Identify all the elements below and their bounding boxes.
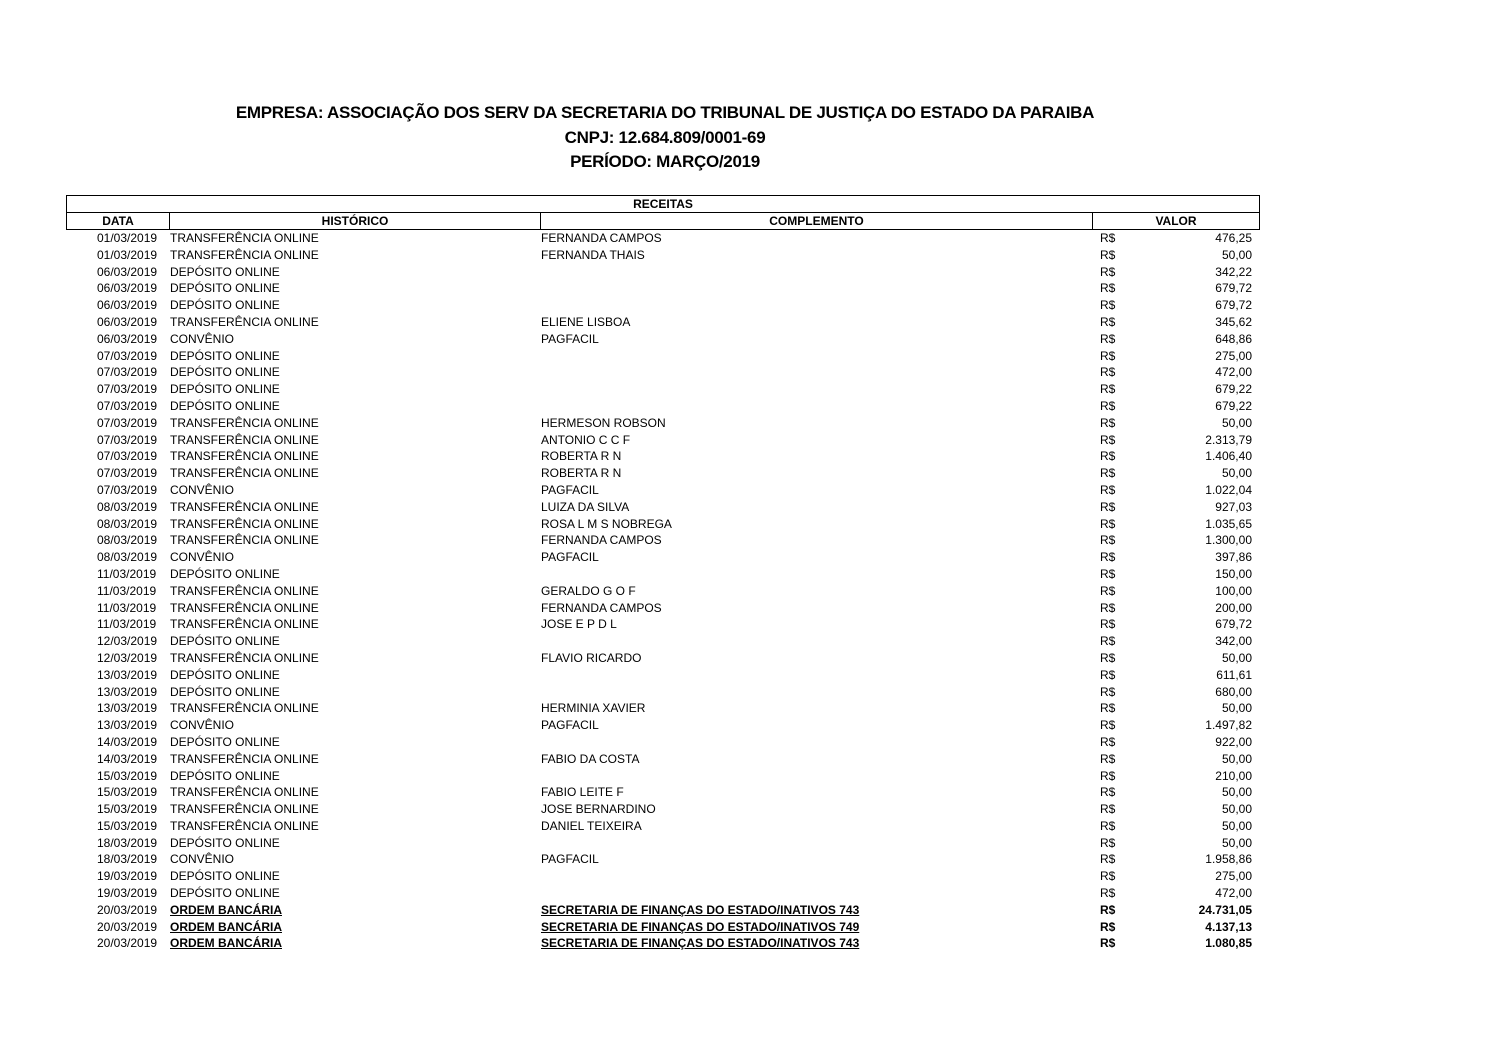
cell-date: 11/03/2019: [97, 600, 157, 615]
cell-historico: ORDEM BANCÁRIA: [170, 919, 282, 934]
col-header-historico: HISTÓRICO: [169, 213, 540, 230]
cell-valor: 648,86: [1215, 331, 1252, 346]
cell-date: 19/03/2019: [97, 869, 158, 884]
cell-complemento: HERMESON ROBSON: [541, 415, 666, 430]
cell-complemento: ROBERTA R N: [541, 466, 622, 481]
cell-historico: DEPÓSITO ONLINE: [170, 398, 280, 413]
cell-valor: 342,22: [1215, 264, 1252, 279]
cnpj: CNPJ: 12.684.809/0001-69: [564, 128, 766, 147]
cell-date: 07/03/2019: [97, 348, 158, 363]
cell-valor: 275,00: [1215, 348, 1252, 363]
cell-currency: R$: [1100, 886, 1116, 901]
cell-date: 11/03/2019: [97, 617, 157, 632]
cell-valor: 472,00: [1215, 886, 1252, 901]
cell-complemento: FABIO DA COSTA: [541, 751, 640, 766]
cell-valor: 1.497,82: [1205, 718, 1252, 733]
cell-complemento: SECRETARIA DE FINANÇAS DO ESTADO/INATIVOS 749: [541, 919, 860, 934]
cell-historico: TRANSFERÊNCIA ONLINE: [170, 415, 319, 430]
cell-historico: DEPÓSITO ONLINE: [170, 768, 280, 783]
cell-date: 06/03/2019: [97, 281, 158, 296]
table-row: [0, 583, 1300, 600]
table-row: [0, 717, 1300, 734]
table-row: [0, 768, 1300, 785]
cell-date: 06/03/2019: [97, 298, 158, 313]
cell-date: 15/03/2019: [97, 785, 158, 800]
cell-complemento: JOSE E P D L: [541, 617, 617, 632]
cell-valor: 2.313,79: [1205, 432, 1252, 447]
cell-historico: DEPÓSITO ONLINE: [170, 281, 280, 296]
cell-currency: R$: [1100, 902, 1116, 917]
table-row: [0, 902, 1300, 919]
table-row: [0, 684, 1300, 701]
cell-date: 13/03/2019: [97, 718, 158, 733]
cell-complemento: LUIZA DA SILVA: [541, 499, 630, 514]
cell-valor: 927,03: [1215, 499, 1252, 514]
table-row: [0, 919, 1300, 936]
table-row: [0, 264, 1300, 281]
col-header-data: DATA: [102, 214, 134, 228]
cell-currency: R$: [1100, 818, 1116, 833]
cell-complemento: JOSE BERNARDINO: [541, 802, 656, 817]
cell-complemento: PAGFACIL: [541, 482, 599, 497]
cell-currency: R$: [1100, 617, 1116, 632]
table-row: [0, 280, 1300, 297]
cell-date: 06/03/2019: [97, 314, 158, 329]
cell-currency: R$: [1100, 432, 1116, 447]
cell-historico: DEPÓSITO ONLINE: [170, 886, 280, 901]
cell-historico: TRANSFERÊNCIA ONLINE: [170, 314, 319, 329]
cell-historico: TRANSFERÊNCIA ONLINE: [170, 466, 319, 481]
table-row: [0, 364, 1300, 381]
cell-historico: DEPÓSITO ONLINE: [170, 348, 280, 363]
cell-historico: DEPÓSITO ONLINE: [170, 734, 280, 749]
cell-historico: TRANSFERÊNCIA ONLINE: [170, 802, 319, 817]
cell-currency: R$: [1100, 449, 1116, 464]
cell-date: 11/03/2019: [97, 583, 157, 598]
cell-date: 07/03/2019: [97, 382, 158, 397]
cell-valor: 679,72: [1215, 281, 1252, 296]
table-row: [0, 667, 1300, 684]
cell-complemento: DANIEL TEIXEIRA: [541, 818, 642, 833]
cell-date: 07/03/2019: [97, 398, 158, 413]
cell-historico: TRANSFERÊNCIA ONLINE: [170, 516, 319, 531]
cell-currency: R$: [1100, 264, 1116, 279]
cell-currency: R$: [1100, 398, 1116, 413]
cell-historico: TRANSFERÊNCIA ONLINE: [170, 432, 319, 447]
cell-valor: 50,00: [1221, 835, 1252, 850]
cell-currency: R$: [1100, 785, 1116, 800]
cell-date: 08/03/2019: [97, 499, 158, 514]
cell-currency: R$: [1100, 701, 1116, 716]
cell-currency: R$: [1100, 936, 1116, 951]
cell-currency: R$: [1100, 734, 1116, 749]
cell-currency: R$: [1100, 667, 1116, 682]
cell-historico: TRANSFERÊNCIA ONLINE: [170, 247, 319, 262]
cell-date: 07/03/2019: [97, 415, 158, 430]
cell-currency: R$: [1100, 482, 1116, 497]
cell-historico: CONVÊNIO: [170, 852, 235, 867]
cell-date: 15/03/2019: [97, 768, 158, 783]
cell-historico: DEPÓSITO ONLINE: [170, 298, 280, 313]
cell-complemento: HERMINIA XAVIER: [541, 701, 646, 716]
table-row: [0, 432, 1300, 449]
cell-valor: 611,61: [1216, 667, 1252, 682]
cell-complemento: PAGFACIL: [541, 852, 599, 867]
cell-historico: TRANSFERÊNCIA ONLINE: [170, 818, 319, 833]
cell-valor: 1.300,00: [1205, 533, 1252, 548]
cell-currency: R$: [1100, 348, 1116, 363]
cell-currency: R$: [1100, 634, 1116, 649]
cell-valor: 472,00: [1215, 365, 1252, 380]
cell-date: 20/03/2019: [97, 902, 158, 917]
cell-date: 07/03/2019: [97, 449, 158, 464]
table-row: [0, 348, 1300, 365]
table-row: [0, 549, 1300, 566]
cell-currency: R$: [1100, 314, 1116, 329]
cell-historico: TRANSFERÊNCIA ONLINE: [170, 600, 319, 615]
cell-historico: TRANSFERÊNCIA ONLINE: [170, 751, 319, 766]
cell-valor: 50,00: [1221, 247, 1252, 262]
cell-valor: 50,00: [1221, 785, 1252, 800]
cell-complemento: FERNANDA CAMPOS: [541, 533, 662, 548]
table-row: [0, 616, 1300, 633]
cell-historico: CONVÊNIO: [170, 482, 235, 497]
cell-date: 08/03/2019: [97, 516, 158, 531]
cell-valor: 680,00: [1215, 684, 1252, 699]
cell-complemento: PAGFACIL: [541, 331, 599, 346]
table-row: [0, 818, 1300, 835]
cell-valor: 50,00: [1221, 751, 1252, 766]
cell-date: 07/03/2019: [97, 365, 158, 380]
cell-currency: R$: [1100, 869, 1116, 884]
cell-historico: DEPÓSITO ONLINE: [170, 566, 280, 581]
cell-date: 18/03/2019: [97, 852, 158, 867]
table-row: [0, 532, 1300, 549]
cell-valor: 100,00: [1215, 583, 1252, 598]
cell-date: 07/03/2019: [97, 466, 158, 481]
cell-date: 01/03/2019: [97, 247, 158, 262]
cell-currency: R$: [1100, 516, 1116, 531]
cell-date: 20/03/2019: [97, 919, 158, 934]
cell-historico: ORDEM BANCÁRIA: [170, 936, 282, 951]
cell-valor: 679,72: [1215, 617, 1252, 632]
cell-currency: R$: [1100, 331, 1116, 346]
cell-complemento: ROSA L M S NOBREGA: [541, 516, 672, 531]
cell-historico: TRANSFERÊNCIA ONLINE: [170, 231, 319, 245]
cell-date: 08/03/2019: [97, 550, 158, 565]
table-row: [0, 247, 1300, 264]
cell-date: 06/03/2019: [97, 264, 158, 279]
cell-currency: R$: [1100, 365, 1116, 380]
cell-valor: 1.958,86: [1205, 852, 1252, 867]
cell-currency: R$: [1100, 919, 1116, 934]
cell-valor: 679,22: [1215, 382, 1252, 397]
cell-valor: 4.137,13: [1205, 919, 1252, 934]
cell-valor: 50,00: [1221, 415, 1252, 430]
cell-valor: 1.406,40: [1205, 449, 1252, 464]
cell-historico: DEPÓSITO ONLINE: [170, 382, 280, 397]
cell-valor: 50,00: [1221, 802, 1252, 817]
cell-currency: R$: [1100, 566, 1116, 581]
cell-historico: TRANSFERÊNCIA ONLINE: [170, 701, 319, 716]
cell-historico: TRANSFERÊNCIA ONLINE: [170, 785, 319, 800]
cell-currency: R$: [1100, 281, 1116, 296]
cell-historico: CONVÊNIO: [170, 550, 235, 565]
table-row: [0, 885, 1300, 902]
cell-date: 15/03/2019: [97, 802, 158, 817]
cell-date: 07/03/2019: [97, 432, 158, 447]
table-title: RECEITAS: [633, 197, 693, 211]
cell-currency: R$: [1100, 415, 1116, 430]
cell-currency: R$: [1100, 466, 1116, 481]
cell-date: 11/03/2019: [97, 566, 157, 581]
table-row: [0, 751, 1300, 768]
cell-historico: ORDEM BANCÁRIA: [170, 902, 282, 917]
cell-historico: DEPÓSITO ONLINE: [170, 264, 280, 279]
cell-valor: 1.080,85: [1205, 936, 1252, 951]
cell-currency: R$: [1100, 550, 1116, 565]
cell-complemento: FERNANDA CAMPOS: [541, 231, 662, 245]
table-row: [0, 801, 1300, 818]
cell-currency: R$: [1100, 852, 1116, 867]
table-row: [0, 633, 1300, 650]
cell-complemento: ELIENE LISBOA: [541, 314, 631, 329]
col-header-complemento: COMPLEMENTO: [540, 213, 1092, 230]
table-row: [0, 331, 1300, 348]
cell-date: 14/03/2019: [97, 734, 158, 749]
cell-complemento: ROBERTA R N: [541, 449, 622, 464]
cell-valor: 210,00: [1215, 768, 1252, 783]
company-name: EMPRESA: ASSOCIAÇÃO DOS SERV DA SECRETARIA DO TRIBUNAL DE JUSTIÇA DO ESTADO DA PARAIBA: [235, 103, 1095, 122]
table-row: [0, 935, 1300, 952]
table-row: [0, 784, 1300, 801]
cell-date: 08/03/2019: [97, 533, 158, 548]
cell-historico: DEPÓSITO ONLINE: [170, 667, 280, 682]
period: PERÍODO: MARÇO/2019: [570, 152, 760, 171]
cell-date: 19/03/2019: [97, 886, 158, 901]
cell-valor: 275,00: [1215, 869, 1252, 884]
table-row: [0, 381, 1300, 398]
cell-complemento: SECRETARIA DE FINANÇAS DO ESTADO/INATIVOS 743: [541, 902, 860, 917]
cell-date: 13/03/2019: [97, 684, 158, 699]
cell-historico: CONVÊNIO: [170, 331, 235, 346]
table-row: [0, 835, 1300, 852]
table-row: [0, 700, 1300, 717]
cell-complemento: FLAVIO RICARDO: [541, 650, 642, 665]
cell-date: 13/03/2019: [97, 701, 158, 716]
table-row: [0, 230, 1300, 247]
cell-complemento: PAGFACIL: [541, 550, 599, 565]
cell-date: 12/03/2019: [97, 634, 158, 649]
cell-complemento: SECRETARIA DE FINANÇAS DO ESTADO/INATIVOS 743: [541, 936, 860, 951]
cell-valor: 342,00: [1215, 634, 1252, 649]
cell-currency: R$: [1100, 382, 1116, 397]
cell-historico: TRANSFERÊNCIA ONLINE: [170, 449, 319, 464]
cell-valor: 397,86: [1215, 550, 1252, 565]
table-row: [0, 398, 1300, 415]
cell-currency: R$: [1100, 533, 1116, 548]
cell-valor: 200,00: [1215, 600, 1252, 615]
table-row: [0, 851, 1300, 868]
cell-historico: DEPÓSITO ONLINE: [170, 365, 280, 380]
cell-currency: R$: [1100, 298, 1116, 313]
cell-complemento: FABIO LEITE F: [541, 785, 624, 800]
cell-complemento: ANTONIO C C F: [541, 432, 631, 447]
table-row: [0, 415, 1300, 432]
column-header-row: [67, 212, 1259, 231]
cell-valor: 50,00: [1221, 466, 1252, 481]
cell-date: 01/03/2019: [97, 231, 158, 245]
table-row: [0, 482, 1300, 499]
table-row: [0, 297, 1300, 314]
cell-valor: 345,62: [1215, 314, 1252, 329]
cell-currency: R$: [1100, 684, 1116, 699]
cell-historico: DEPÓSITO ONLINE: [170, 634, 280, 649]
cell-valor: 1.022,04: [1205, 482, 1252, 497]
cell-date: 18/03/2019: [97, 835, 158, 850]
col-header-valor: VALOR: [1092, 213, 1259, 230]
cell-valor: 150,00: [1215, 566, 1252, 581]
cell-date: 07/03/2019: [97, 482, 158, 497]
cell-currency: R$: [1100, 835, 1116, 850]
cell-date: 12/03/2019: [97, 650, 158, 665]
cell-valor: 50,00: [1221, 818, 1252, 833]
cell-valor: 24.731,05: [1198, 902, 1252, 917]
cell-historico: DEPÓSITO ONLINE: [170, 684, 280, 699]
cell-currency: R$: [1100, 600, 1116, 615]
table-row: [0, 499, 1300, 516]
cell-valor: 679,72: [1215, 298, 1252, 313]
cell-historico: TRANSFERÊNCIA ONLINE: [170, 533, 319, 548]
table-row: [0, 650, 1300, 667]
cell-currency: R$: [1100, 650, 1116, 665]
cell-date: 20/03/2019: [97, 936, 158, 951]
cell-historico: TRANSFERÊNCIA ONLINE: [170, 583, 319, 598]
cell-currency: R$: [1100, 231, 1116, 245]
cell-currency: R$: [1100, 718, 1116, 733]
cell-complemento: FERNANDA CAMPOS: [541, 600, 662, 615]
cell-date: 15/03/2019: [97, 818, 158, 833]
cell-valor: 1.035,65: [1205, 516, 1252, 531]
table-header-frame: [66, 195, 1260, 230]
cell-date: 06/03/2019: [97, 331, 158, 346]
cell-currency: R$: [1100, 751, 1116, 766]
cell-currency: R$: [1100, 802, 1116, 817]
table-row: [0, 600, 1300, 617]
cell-currency: R$: [1100, 247, 1116, 262]
table-body: [0, 230, 1300, 952]
cell-historico: TRANSFERÊNCIA ONLINE: [170, 650, 319, 665]
cell-historico: TRANSFERÊNCIA ONLINE: [170, 499, 319, 514]
cell-historico: DEPÓSITO ONLINE: [170, 835, 280, 850]
cell-valor: 922,00: [1215, 734, 1252, 749]
cell-date: 13/03/2019: [97, 667, 158, 682]
cell-valor: 50,00: [1221, 701, 1252, 716]
cell-historico: CONVÊNIO: [170, 718, 235, 733]
cell-valor: 679,22: [1215, 398, 1252, 413]
cell-complemento: FERNANDA THAIS: [541, 247, 645, 262]
table-row: [0, 566, 1300, 583]
cell-valor: 50,00: [1221, 650, 1252, 665]
table-row: [0, 314, 1300, 331]
cell-currency: R$: [1100, 768, 1116, 783]
cell-currency: R$: [1100, 583, 1116, 598]
table-row: [0, 734, 1300, 751]
table-row: [0, 448, 1300, 465]
cell-date: 14/03/2019: [97, 751, 158, 766]
cell-complemento: GERALDO G O F: [541, 583, 636, 598]
cell-currency: R$: [1100, 499, 1116, 514]
table-row: [0, 465, 1300, 482]
cell-valor: 476,25: [1215, 231, 1252, 245]
table-row: [0, 516, 1300, 533]
table-row: [0, 868, 1300, 885]
cell-historico: DEPÓSITO ONLINE: [170, 869, 280, 884]
cell-historico: TRANSFERÊNCIA ONLINE: [170, 617, 319, 632]
cell-complemento: PAGFACIL: [541, 718, 599, 733]
